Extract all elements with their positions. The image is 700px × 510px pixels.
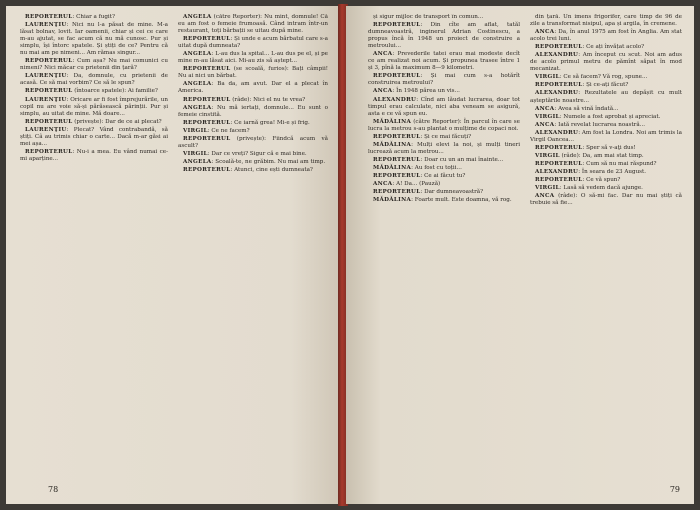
dialogue-line	[368, 189, 520, 196]
speaker-name: VIRGIL	[535, 74, 560, 81]
page-number: 78	[48, 485, 59, 494]
dialogue-line	[368, 165, 520, 172]
dialogue-line	[530, 14, 682, 28]
left-page-column-1	[20, 14, 168, 472]
dialogue-text: (râde): Nici el nu te vrea?	[230, 96, 306, 103]
dialogue-line	[530, 185, 682, 192]
dialogue-line	[368, 181, 520, 188]
dialogue-text: : Atunci, cine ești dumneata?	[230, 166, 313, 173]
speaker-name: REPORTERUL	[373, 189, 421, 196]
dialogue-line	[368, 88, 520, 95]
dialogue-line	[368, 197, 520, 204]
dialogue-text: : L-au dus la spital... L-au dus pe el, și pe mine m-au lăsat aici. Mi-au zis să aștept...	[178, 51, 328, 65]
dialogue-line	[178, 128, 328, 135]
dialogue-text: (privește): Fiindcă acum vă ascult?	[178, 135, 328, 149]
speaker-name: REPORTERUL	[183, 96, 231, 103]
speaker-name: REPORTERUL	[25, 148, 73, 155]
dialogue-text: : Oricare ar fi fost împrejurările, un copil nu are voie să-și părăsească părinții. Pur și simplu, au uitat de mine. Mă doare...	[20, 96, 168, 117]
speaker-name: LAURENŢIU	[25, 126, 67, 133]
speaker-name: ANCA	[373, 181, 393, 188]
dialogue-text: din țară. Un imens frigorifer, care timp de 96 de zile a transformat nisipul, apa și argila, în cremene.	[530, 14, 682, 28]
dialogue-text: : Ce ați învățat acolo?	[582, 44, 645, 51]
speaker-name: ANGELA	[183, 81, 212, 88]
dialogue-text: : Plecat? Vând contrabandă, să știți. Câ au trimis chiar o carte... Dacă m-ar găsi ai mei așa...	[20, 126, 168, 147]
speaker-name: REPORTERUL	[25, 14, 73, 20]
dialogue-text: : Ce ai făcut tu?	[420, 172, 466, 179]
speaker-name: MĂDĂLINA	[373, 197, 412, 204]
speaker-name: VIRGIL	[535, 113, 560, 120]
dialogue-line	[20, 73, 168, 87]
dialogue-line	[368, 173, 520, 180]
page-number: 79	[669, 485, 680, 494]
dialogue-line	[530, 90, 682, 104]
dialogue-text: : Și mai cum s-a hotărît construirea metroului?	[368, 73, 520, 87]
dialogue-line	[178, 159, 328, 166]
dialogue-text: : Cînd am lăudat lucrarea, doar tot timpul erau calculate, nici aba veneam se asigură, asta e ce vă spun eu.	[368, 96, 520, 117]
dialogue-text: : Foarte mult. Este doamna, vă rog.	[411, 197, 512, 204]
speaker-name: MĂDĂLINA	[373, 141, 412, 148]
dialogue-text: : Sper să v-aţi dus!	[582, 144, 636, 151]
dialogue-line	[368, 142, 520, 156]
dialogue-text: : Prevederile tatei erau mai modeste decît ce am realizat noi acum. Și propunea trasee între 1 și 3, pînă la maximum 8—9 kilometri.	[368, 51, 520, 72]
dialogue-line	[20, 127, 168, 148]
dialogue-line	[530, 52, 682, 73]
speaker-name: LAURENŢIU	[25, 22, 67, 29]
speaker-name: REPORTERUL	[183, 66, 231, 73]
dialogue-text: : Și unde e acum bărbatul care s-a uitat după dumneata?	[178, 36, 328, 50]
dialogue-text: : Și ce-ați făcut?	[582, 82, 629, 89]
dialogue-line	[20, 22, 168, 57]
speaker-name: ANCA	[535, 105, 555, 112]
dialogue-text: : Ce ne facem?	[207, 127, 250, 134]
dialogue-line	[530, 153, 682, 160]
dialogue-text: : Și ce mai făcuți?	[420, 133, 472, 140]
dialogue-line	[178, 167, 328, 174]
dialogue-text: : În 1948 părea un vis...	[392, 88, 460, 95]
speaker-name: REPORTERUL	[373, 172, 421, 179]
right-page-column-2	[530, 14, 682, 472]
dialogue-line	[530, 161, 682, 168]
dialogue-line	[20, 97, 168, 118]
dialogue-line	[178, 66, 328, 80]
speaker-name: REPORTERUL	[183, 135, 231, 142]
left-page-column-2	[178, 14, 328, 472]
dialogue-text: (întoarce spatele): Ai familie?	[72, 88, 158, 95]
speaker-name: ANCA	[373, 51, 393, 58]
dialogue-line	[20, 119, 168, 126]
dialogue-line	[530, 145, 682, 152]
dialogue-text: și sigur mijloc de transport în comun...	[373, 14, 484, 20]
speaker-name: REPORTERUL	[183, 36, 231, 43]
speaker-name: REPORTERUL	[373, 73, 421, 80]
dialogue-text: : Dar ce vreți? Sigur că e mai bine.	[207, 150, 307, 157]
speaker-name: MĂDĂLINA	[373, 164, 412, 171]
speaker-name: VIRGIL	[535, 152, 560, 159]
dialogue-line	[530, 177, 682, 184]
dialogue-text: : Lasă să vedem dacă ajunge.	[559, 185, 643, 192]
speaker-name: ALEXANDRU	[535, 129, 579, 136]
dialogue-text: : Chiar a fugit?	[72, 14, 115, 20]
dialogue-line	[530, 193, 682, 207]
speaker-name: REPORTERUL	[535, 160, 583, 167]
speaker-name: REPORTERUL	[535, 176, 583, 183]
dialogue-text: : Nu mă iertați, domnule... Eu sunt o femeie cinstită.	[178, 104, 328, 118]
dialogue-text: : Am fost la Londra. Noi am trimis la Virgil Oancea...	[530, 129, 682, 143]
speaker-name: VIRGIL	[183, 127, 208, 134]
dialogue-text: : Da, în anul 1975 am fost în Anglia. Am stat acolo trei luni.	[530, 29, 682, 43]
speaker-name: REPORTERUL	[535, 144, 583, 151]
dialogue-line	[178, 14, 328, 35]
dialogue-line	[368, 134, 520, 141]
dialogue-line	[178, 51, 328, 65]
dialogue-line	[530, 106, 682, 113]
dialogue-line	[368, 97, 520, 118]
speaker-name: REPORTERUL	[373, 156, 421, 163]
dialogue-text: : Ce iarnă grea! Mi-e și frig.	[230, 119, 310, 126]
dialogue-text: (râde): Da, am mai stat timp.	[559, 152, 644, 159]
dialogue-text: : Ba da, am avut. Dar el a plecat în America.	[178, 81, 328, 95]
dialogue-text: : Dar dumneavoastră?	[420, 189, 484, 196]
dialogue-line	[530, 29, 682, 43]
speaker-name: ANGELA	[183, 14, 212, 20]
speaker-name: REPORTERUL	[535, 82, 583, 89]
left-page	[6, 6, 340, 504]
dialogue-line	[368, 119, 520, 133]
speaker-name: REPORTERUL	[183, 166, 231, 173]
dialogue-text: (către Reporter): În parcul în care se lucra la metrou s-au plantat o mulțime de copaci noi.	[368, 118, 520, 132]
speaker-name: ANGELA	[183, 104, 212, 111]
dialogue-line	[368, 73, 520, 87]
speaker-name: MĂDĂLINA	[373, 118, 412, 125]
dialogue-line	[368, 14, 520, 21]
dialogue-text: : Cum așa? Nu mai comunici cu nimeni? Nici măcar cu prietenii din țară?	[20, 58, 168, 72]
speaker-name: ANCA	[535, 193, 555, 200]
dialogue-line	[178, 151, 328, 158]
dialogue-text: : Au fost cu toții...	[411, 164, 462, 171]
dialogue-line	[368, 22, 520, 50]
speaker-name: ALEXANDRU	[373, 96, 417, 103]
dialogue-text: : Ce să facem? Vă rog, spune...	[559, 74, 648, 81]
dialogue-line	[20, 58, 168, 72]
dialogue-text: : Scoală-te, ne grăbim. Nu mai am timp.	[211, 158, 326, 165]
speaker-name: ALEXANDRU	[535, 168, 579, 175]
dialogue-text: : Am început cu scut. Noi am adus de acolo primul metru de pămînt săpat în mod mecanizat.	[530, 52, 682, 73]
dialogue-line	[20, 88, 168, 95]
dialogue-line	[530, 114, 682, 121]
dialogue-line	[178, 81, 328, 95]
dialogue-text: : Avea să vină îndată...	[554, 105, 619, 112]
dialogue-text: (râde): O să-mi fac. Dar nu mai știți că trebuie să fie...	[530, 193, 682, 207]
speaker-name: ANGELA	[183, 158, 212, 165]
speaker-name: LAURENŢIU	[25, 73, 67, 80]
dialogue-line	[178, 36, 328, 50]
speaker-name: ANCA	[373, 88, 393, 95]
dialogue-line	[530, 169, 682, 176]
speaker-name: REPORTERUL	[25, 58, 73, 65]
speaker-name: REPORTERUL	[25, 88, 73, 95]
dialogue-text: : Doar cu un an mai înainte...	[420, 156, 504, 163]
dialogue-line	[178, 136, 328, 150]
dialogue-line	[178, 97, 328, 104]
dialogue-line	[368, 157, 520, 164]
speaker-name: ALEXANDRU	[535, 90, 579, 97]
speaker-name: VIRGIL	[535, 185, 560, 192]
dialogue-text: : Numele a fost aprobat și apreciat.	[559, 113, 661, 120]
dialogue-text: : Rezultatele au depășit cu mult așteptările noastre...	[530, 90, 682, 104]
speaker-name: LAURENŢIU	[25, 96, 67, 103]
dialogue-text: : Cum să nu mai răspund?	[582, 160, 657, 167]
dialogue-text: (privește): Dar de ce ai plecat?	[72, 118, 162, 125]
speaker-name: ALEXANDRU	[535, 52, 579, 59]
speaker-name: REPORTERUL	[373, 133, 421, 140]
speaker-name: ANGELA	[183, 51, 212, 58]
speaker-name: REPORTERUL	[183, 119, 231, 126]
speaker-name: REPORTERUL	[25, 118, 73, 125]
dialogue-line	[178, 120, 328, 127]
dialogue-line	[368, 51, 520, 72]
dialogue-text: : Ce vă spun?	[582, 176, 621, 183]
speaker-name: ANCA	[535, 121, 555, 128]
dialogue-text: (către Reporter): Nu mint, domnule! Că eu am fost o femeie frumoasă. Când intram într-un restaurant, toți bărbații se uitau după mine.	[178, 14, 328, 35]
dialogue-line	[530, 122, 682, 129]
dialogue-text: : Mulți elevi la noi, și mulți tineri lucrează acum la metrou...	[368, 141, 520, 155]
dialogue-text: : Da, domnule, cu prietenii de acasă. Ce să mai vorbim? Ce să le spun?	[20, 73, 168, 87]
dialogue-text: : Iată revelat lucrarea noastră...	[554, 121, 646, 128]
dialogue-text: : Din cîte am aflat, tatăl dumneavoastră, inginerul Adrian Costinescu, a propus încă în 1948 un proiect de construire a metroului...	[368, 22, 520, 50]
dialogue-line	[530, 44, 682, 51]
dialogue-line	[530, 82, 682, 89]
dialogue-line	[20, 149, 168, 163]
dialogue-text: : Nici nu l-a păsat de mine. M-a lăsat bolnav, lovit. Iar oamenii, chiar și cei ce care m-au ajutat, se fac acum că nu mă cunosc. Pur și simplu, își întorc spatele. Și știți de ce? Pentru că nu mai am pe nimeni... Am rămas singur...	[20, 22, 168, 57]
dialogue-line	[178, 105, 328, 119]
speaker-name: ANCA	[535, 29, 555, 36]
dialogue-text: : În seara de 23 August.	[578, 168, 647, 175]
speaker-name: REPORTERUL	[535, 44, 583, 51]
right-page-column-1	[368, 14, 520, 472]
dialogue-line	[20, 14, 168, 21]
speaker-name: REPORTERUL	[373, 22, 421, 29]
right-page	[346, 6, 694, 504]
dialogue-text: (se scoală, furios): Bați câmpii! Nu ai nici un bărbat.	[178, 66, 328, 80]
speaker-name: VIRGIL	[183, 150, 208, 157]
dialogue-line	[530, 74, 682, 81]
dialogue-line	[530, 130, 682, 144]
dialogue-text: : Nu-i a mea. Eu vând numai ce-mi aparține...	[20, 148, 168, 162]
dialogue-text: : A! Da... (Pauză)	[392, 181, 441, 188]
